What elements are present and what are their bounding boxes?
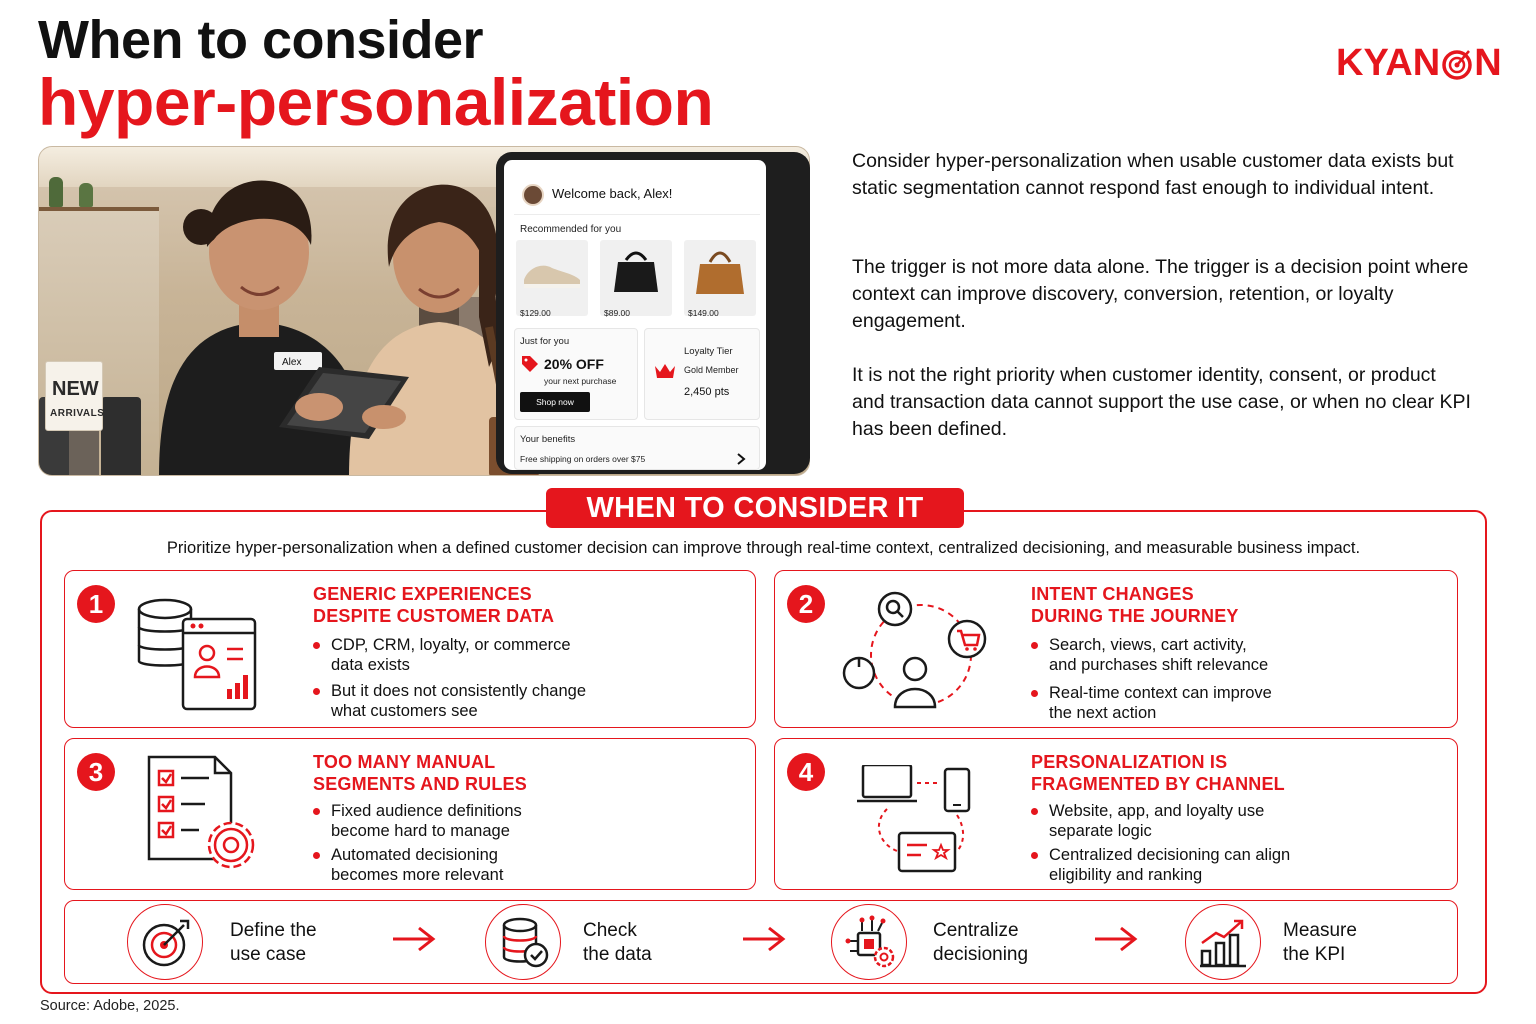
multichannel-devices-icon: [857, 765, 987, 875]
growth-chart-icon: [1198, 917, 1250, 969]
card-number: 4: [787, 753, 825, 791]
card-title: [1031, 583, 1239, 627]
card-bullet: But it does not consistently change what customers see: [313, 681, 733, 721]
card-title-line1: PERSONALIZATION IS: [1031, 752, 1228, 772]
card-title: [313, 751, 527, 795]
recommended-label: Recommended for you: [520, 224, 622, 235]
logo-text-pre: KYAN: [1336, 42, 1441, 84]
consideration-card-4: [774, 738, 1458, 890]
step-icon-circle: [1185, 904, 1261, 980]
step-icon-circle: [831, 904, 907, 980]
intro-paragraph-2: The trigger is not more data alone. The trigger is a decision point where context can improve discovery, conversion, retention, or loyalty engagement.: [852, 256, 1469, 332]
card-bullet: Search, views, cart activity, and purchases shift relevance: [1031, 635, 1441, 675]
intro-paragraph-1: Consider hyper-personalization when usable customer data exists but static segmentation cannot respond fast enough to individual intent.: [852, 150, 1454, 199]
database-profile-icon: [137, 597, 267, 715]
consideration-card-2: [774, 570, 1458, 728]
step-label-line2: use case: [230, 944, 307, 965]
database-check-icon: [500, 917, 550, 969]
card-title-line2: DURING THE JOURNEY: [1031, 606, 1239, 626]
section-badge: WHEN TO CONSIDER IT: [546, 488, 964, 528]
step-label: [933, 919, 1028, 967]
step-label: [583, 919, 652, 967]
step-label-line2: the data: [583, 944, 652, 965]
product-price: $89.00: [604, 308, 630, 318]
step-label: [1283, 919, 1357, 967]
logo-target-icon: [1441, 48, 1473, 80]
crown-icon: [654, 362, 676, 380]
step-icon-circle: [127, 904, 203, 980]
chevron-right-icon[interactable]: [736, 452, 746, 466]
new-arrivals-sign: [45, 361, 103, 431]
checklist-gear-icon: [147, 755, 267, 873]
target-icon: [140, 917, 192, 969]
step-label-line1: Measure: [1283, 920, 1357, 941]
sign-line2: ARRIVALS: [50, 408, 105, 419]
welcome-message: Welcome back, Alex!: [552, 186, 673, 201]
card-number: 2: [787, 585, 825, 623]
section-lead: Prioritize hyper-personalization when a defined customer decision can improve through real-time context, centralized decisioning, and measurable business impact.: [166, 539, 1361, 557]
card-title-line1: GENERIC EXPERIENCES: [313, 584, 532, 604]
divider: [514, 214, 760, 215]
step-label-line1: Centralize: [933, 920, 1019, 941]
plant: [49, 177, 63, 207]
chip-gear-icon: [842, 915, 898, 971]
price-tag-icon: [520, 354, 540, 374]
card-title-line1: TOO MANY MANUAL: [313, 752, 496, 772]
page-title-line2: hyper-personalization: [38, 65, 714, 139]
loyalty-tier-label: Loyalty Tier: [684, 346, 733, 357]
card-bullet: Real-time context can improve the next action: [1031, 683, 1441, 723]
arrow-right-icon: [391, 925, 437, 953]
step-label: [230, 919, 317, 967]
loyalty-points: 2,450 pts: [684, 386, 730, 398]
product-price: $149.00: [688, 308, 719, 318]
step-label-line2: the KPI: [1283, 944, 1346, 965]
card-title-line2: DESPITE CUSTOMER DATA: [313, 606, 555, 626]
benefits-label: Your benefits: [520, 434, 576, 445]
shop-now-button[interactable]: Shop now: [520, 392, 590, 412]
offer-value: 20% OFF: [544, 356, 604, 372]
associate-name-tag: Alex: [282, 357, 302, 368]
card-number: 1: [77, 585, 115, 623]
page-title-line1: When to consider: [38, 10, 484, 70]
card-bullet: Automated decisioning becomes more relevant: [313, 845, 733, 885]
step-label-line1: Define the: [230, 920, 317, 941]
card-bullet: Centralized decisioning can align eligibility and ranking: [1031, 845, 1441, 885]
product-card[interactable]: [516, 240, 588, 316]
card-bullet: Website, app, and loyalty use separate logic: [1031, 801, 1441, 841]
arrow-right-icon: [1093, 925, 1139, 953]
just-for-you-label: Just for you: [520, 336, 570, 347]
card-bullet: CDP, CRM, loyalty, or commerce data exists: [313, 635, 733, 675]
tablet-mockup: [496, 152, 810, 474]
offer-subtext: your next purchase: [544, 376, 617, 386]
product-card[interactable]: [600, 240, 672, 316]
card-bullet: Fixed audience definitions become hard to manage: [313, 801, 733, 841]
intro-paragraph-3: It is not the right priority when customer identity, consent, or product and transaction data cannot support the use case, or when no clear KPI has been defined.: [852, 364, 1471, 440]
logo-text-post: N: [1474, 42, 1502, 84]
process-steps: [64, 900, 1458, 984]
step-label-line2: decisioning: [933, 944, 1029, 965]
journey-cycle-icon: [841, 587, 1001, 717]
card-title: [313, 583, 554, 627]
card-title: [1031, 751, 1285, 795]
product-card[interactable]: [684, 240, 756, 316]
plant: [79, 183, 93, 207]
avatar: [522, 184, 544, 206]
tablet-screen: [504, 160, 766, 470]
sign-line1: NEW: [52, 378, 99, 400]
handheld-tablet: [259, 357, 459, 447]
card-title-line2: FRAGMENTED BY CHANNEL: [1031, 774, 1285, 794]
tan-handbag-icon: [684, 240, 756, 300]
sneaker-icon: [516, 240, 588, 300]
step-icon-circle: [485, 904, 561, 980]
consideration-card-3: [64, 738, 756, 890]
loyalty-level: Gold Member: [684, 365, 739, 375]
kyanon-logo: [1336, 42, 1502, 85]
card-title-line2: SEGMENTS AND RULES: [313, 774, 527, 794]
source-citation: Source: Adobe, 2025.: [40, 998, 180, 1014]
step-label-line1: Check: [583, 920, 637, 941]
free-shipping-text: Free shipping on orders over $75: [520, 454, 646, 464]
arrow-right-icon: [741, 925, 787, 953]
black-handbag-icon: [600, 240, 672, 300]
card-number: 3: [77, 753, 115, 791]
consideration-card-1: [64, 570, 756, 728]
product-price: $129.00: [520, 308, 551, 318]
card-title-line1: INTENT CHANGES: [1031, 584, 1194, 604]
